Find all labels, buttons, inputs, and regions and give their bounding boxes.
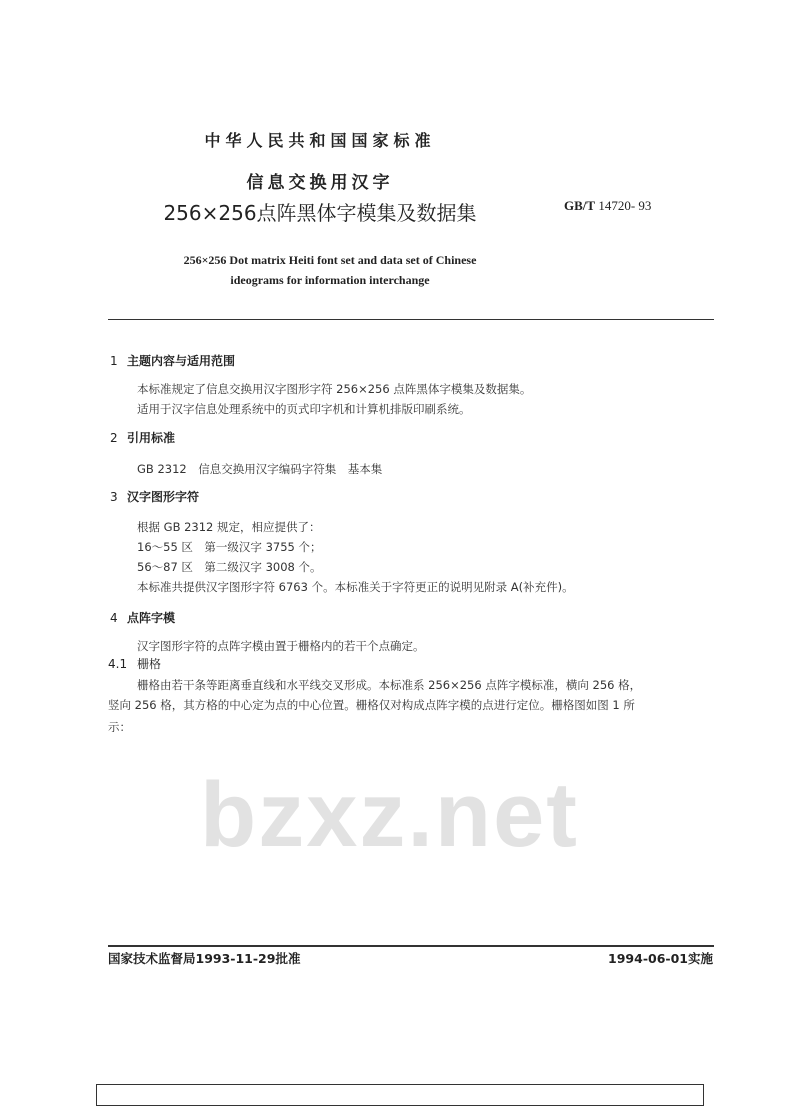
paragraph: 根据 GB 2312 规定，相应提供了： [137,520,321,534]
paragraph: 竖向 256 格，其方格的中心定为点的中心位置。栅格仅对构成点阵字模的点进行定位。栅格图如图 1 所 [108,698,635,712]
section-heading-1: 1 主题内容与适用范围 [110,354,236,368]
paragraph: 本标准共提供汉字图形字符 6763 个。本标准关于字符更正的说明见附录 A(补充件)。 [137,580,574,594]
header-divider [108,319,714,320]
code-number: 14720- 93 [598,198,652,213]
section-heading-2: 2 引用标准 [110,431,176,445]
english-title-line1: 256×256 Dot matrix Heiti font set and data set of Chinese [183,253,477,267]
code-prefix: GB/T [564,198,596,213]
paragraph: 汉字图形字符的点阵字模由置于栅格内的若干个点确定。 [137,639,425,653]
standard-code [564,197,651,215]
footer-divider [108,945,714,947]
english-title-line2: ideograms for information interchange [230,273,430,287]
section-heading-3: 3 汉字图形字符 [110,490,200,504]
paragraph: GB 2312 信息交换用汉字编码字符集 基本集 [137,462,383,476]
paragraph: 栅格由若干条等距离垂直线和水平线交叉形成。本标准系 256×256 点阵字模标准，横向 256 格， [137,678,642,692]
paragraph: 示： [108,720,131,734]
implementation-date: 1994-06-01实施 [608,951,713,966]
document-title-line1: 信息交换用汉字 [246,173,394,193]
section-heading-4: 4 点阵字模 [110,611,176,625]
paragraph: 56～87 区 第二级汉字 3008 个。 [137,560,322,574]
watermark: bzxz.net [200,764,579,866]
paragraph: 16～55 区 第一级汉字 3755 个； [137,540,322,554]
paragraph: 本标准规定了信息交换用汉字图形字符 256×256 点阵黑体字模集及数据集。 [137,382,532,396]
document-title-line2: 256×256点阵黑体字模集及数据集 [163,201,477,225]
org-title: 中华人民共和国国家标准 [204,131,436,150]
section-heading-4-1: 4.1 栅格 [108,657,162,671]
bottom-frame [96,1084,704,1106]
approval-date: 国家技术监督局1993-11-29批准 [108,951,301,966]
paragraph: 适用于汉字信息处理系统中的页式印字机和计算机排版印刷系统。 [137,402,471,416]
